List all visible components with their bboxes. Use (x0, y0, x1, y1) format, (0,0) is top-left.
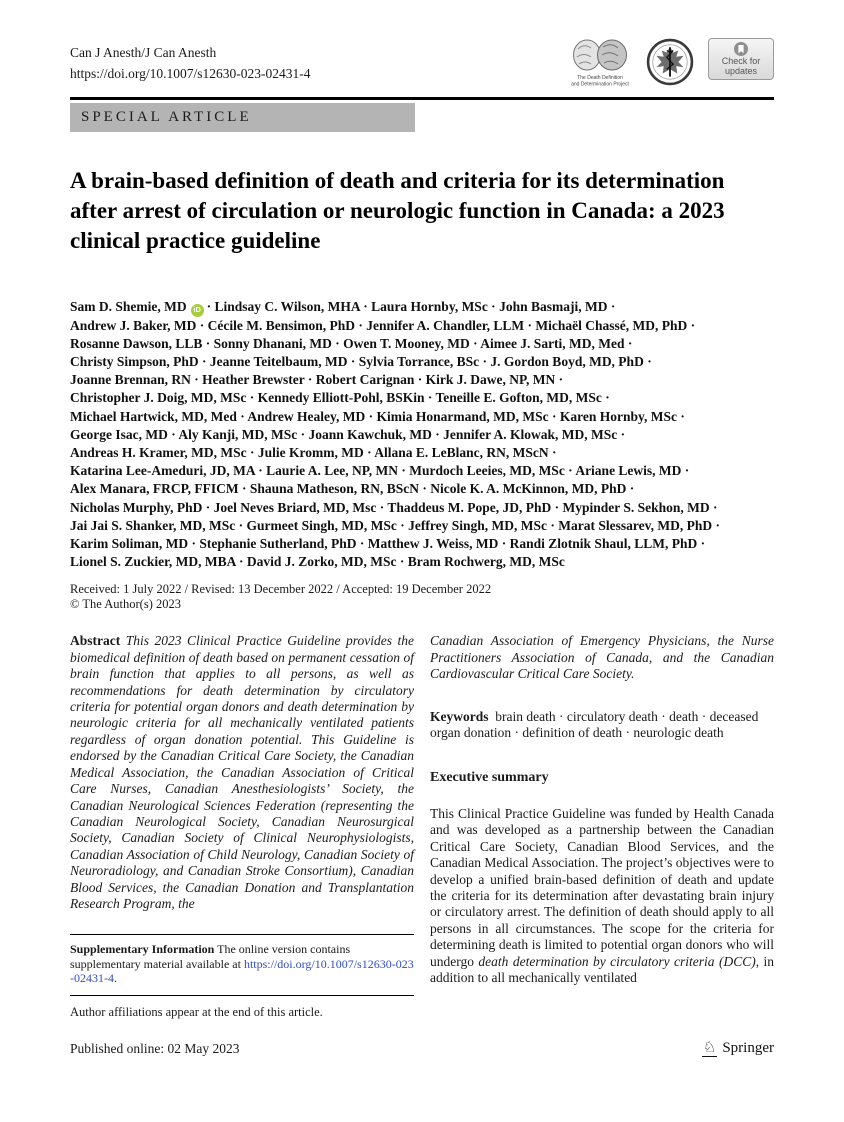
check-for-updates-badge[interactable] (708, 38, 774, 80)
brain-logo-caption-2: and Determination Project (571, 81, 629, 88)
brain-icon (570, 38, 632, 88)
author-line: Karim Soliman, MD · Stephanie Sutherland, PhD · Matthew J. Weiss, MD · Randi Zlotnik Shaul, LLM, PhD · (70, 536, 706, 552)
supplementary-text: The online version contains supplementary material available at (70, 942, 351, 971)
death-definition-project-logo (570, 38, 632, 93)
author-line: Katarina Lee-Ameduri, JD, MA · Laurie A. Lee, NP, MN · Murdoch Leeies, MD, MSc · Ariane Lewis, MD · (70, 463, 690, 479)
affiliations-note: Author affiliations appear at the end of this article. (70, 995, 414, 1020)
page-footer (70, 1040, 774, 1057)
bookmark-circle-icon (734, 42, 748, 56)
keywords-label: Keywords (430, 708, 489, 724)
author-line: Joanne Brennan, RN · Heather Brewster · Robert Carignan · Kirk J. Dawe, NP, MN · (70, 372, 564, 388)
keywords-text: brain death · circulatory death · death · deceased organ donation · definition of death · neurologic death (430, 708, 759, 741)
abstract-text-left: This 2023 Clinical Practice Guideline provides the biomedical definition of death based on permanent cessation of brain function that applies to all persons, as well as recommendations for death determination by circulatory criteria for potential organ donors and death determination by neurologic criteria for all mechanically ventilated patients regardless of organ donation potential. This Guideline is endorsed by the Canadian Critical Care Society, the Canadian Medical Association, the Canadian Association of Critical Care Nurses, Canadian Anesthesiologists’ Society, the Canadian Neurological Sciences Federation (representing the Canadian Neurological Society, Canadian Neurosurgical Society, Canadian Society of Clinical Neurophysiologists, Canadian Association of Child Neurology, Canadian Society of Neuroradiology, and Canadian Stroke Consortium), Canadian Blood Services, the Canadian Donation and Transplantation Research Program, the (70, 633, 415, 911)
author-line: Alex Manara, FRCP, FFICM · Shauna Matheson, RN, BScN · Nicole K. A. McKinnon, MD, PhD · (70, 481, 635, 497)
right-column (430, 633, 774, 1019)
author-line: Jai Jai S. Shanker, MD, MSc · Gurmeet Singh, MD, MSc · Jeffrey Singh, MD, MSc · Marat Slessarev, MD, PhD · (70, 517, 720, 533)
abstract-text-right: Canadian Association of Emergency Physicians, the Nurse Practitioners Association of Canada, and the Canadian Cardiovascular Critical Care Society. (430, 633, 774, 682)
check-updates-label: Check for updates (721, 56, 761, 76)
springer-logo (702, 1040, 774, 1057)
keywords-paragraph (430, 709, 774, 742)
page-header (70, 36, 774, 93)
article-type-banner (70, 103, 415, 132)
publisher-name: Springer (722, 1040, 774, 1056)
dcc-italic-phrase: death determination by circulatory criteria (DCC) (478, 953, 756, 969)
lead-author: Sam D. Shemie, MD (70, 299, 187, 314)
author-line: Christopher J. Doig, MD, MSc · Kennedy Elliott-Pohl, BSKin · Teneille E. Gofton, MD, MSc · (70, 390, 610, 406)
maple-leaf-caduceus-icon (646, 38, 694, 86)
executive-summary-heading: Executive summary (430, 770, 549, 786)
supplementary-information-note: Supplementary Information The online version contains supplementary material available at https://doi.org/10.1007/s12630-023-02431-4. (70, 934, 414, 986)
published-online: Published online: 02 May 2023 (70, 1040, 240, 1056)
author-line: Andrew J. Baker, MD · Cécile M. Bensimon, PhD · Jennifer A. Chandler, LLM · Michaël Chassé, MD, PhD · (70, 317, 696, 333)
article-doi: https://doi.org/10.1007/s12630-023-02431-4 (70, 66, 311, 81)
author-line: Andreas H. Kramer, MD, MSc · Julie Kromm, MD · Allana E. LeBlanc, RN, MScN · (70, 445, 557, 461)
author-list (70, 298, 774, 571)
brain-logo-caption-1: The Death Definition (577, 75, 623, 81)
journal-name: Can J Anesth/J Can Anesth (70, 45, 217, 60)
author-line-text: · Lindsay C. Wilson, MHA · Laura Hornby, MSc · John Basmaji, MD · (206, 299, 616, 314)
author-line: Nicholas Murphy, PhD · Joel Neves Briard, MD, Msc · Thaddeus M. Pope, JD, PhD · Mypinder S. Sekhon, MD · (70, 499, 718, 515)
author-line: George Isac, MD · Aly Kanji, MD, MSc · Joann Kawchuk, MD · Jennifer A. Klowak, MD, MSc · (70, 426, 626, 442)
executive-summary-paragraph: This Clinical Practice Guideline was funded by Health Canada and was developed as a partnership between the Canadian Critical Care Society, Canadian Blood Services, and the Canadian Medical Association. The project’s objectives were to develop a unified brain-based definition of death and update the criteria for its determination after devastating brain injury or circulatory arrest. The definition of death should apply to all persons in all circumstances. The scope for the criteria for determining death is limited to potential organ donors who will undergo death determination by circulatory criteria (DCC), in addition to all mechanically ventilated (430, 805, 774, 985)
header-divider (70, 97, 774, 100)
springer-knight-icon: ♘ (702, 1038, 717, 1056)
author-line (70, 298, 774, 317)
article-body (70, 633, 774, 1019)
history-dates: Received: 1 July 2022 / Revised: 13 December 2022 / Accepted: 19 December 2022 (70, 582, 492, 597)
supplementary-label: Supplementary Information (70, 942, 215, 957)
copyright-line: © The Author(s) 2023 (70, 597, 181, 612)
article-type-label: SPECIAL ARTICLE (81, 109, 252, 125)
author-line: Rosanne Dawson, LLB · Sonny Dhanani, MD · Owen T. Mooney, MD · Aimee J. Sarti, MD, Med · (70, 335, 633, 351)
orcid-icon[interactable]: iD (191, 304, 204, 317)
author-line: Lionel S. Zuckier, MD, MBA · David J. Zorko, MD, MSc · Bram Rochwerg, MD, MSc (70, 554, 565, 570)
article-title: A brain-based definition of death and criteria for its determination after arrest of circulation or neurologic function in Canada: a 2023 clinical practice guideline (70, 168, 725, 253)
left-column (70, 633, 414, 1019)
author-line: Michael Hartwick, MD, Med · Andrew Healey, MD · Kimia Honarmand, MD, MSc · Karen Hornby, MSc · (70, 408, 685, 424)
abstract-label: Abstract (70, 633, 121, 649)
author-line: Christy Simpson, PhD · Jeanne Teitelbaum, MD · Sylvia Torrance, BSc · J. Gordon Boyd, MD, PhD · (70, 354, 652, 369)
abstract-paragraph (70, 633, 414, 912)
supplementary-doi-link[interactable]: https://doi.org/10.1007/s12630-023-02431-4 (70, 956, 414, 986)
journal-info (70, 36, 311, 84)
anesthesiologists-society-logo (646, 38, 694, 91)
header-logos (570, 36, 774, 93)
